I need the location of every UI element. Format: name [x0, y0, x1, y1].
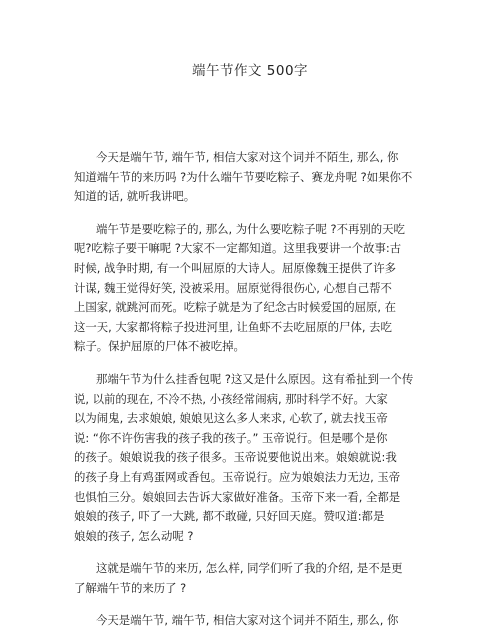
text-line: 这就是端午节的来历, 怎么样, 同学们听了我的介绍, 是不是更	[96, 561, 403, 576]
text-line: 说, 以前的现在, 不冷不热, 小孩经常闹病, 那时科学不好。大家	[74, 391, 388, 406]
paragraph	[74, 559, 424, 598]
text-line: 粽子。保护屈原的尸体不被吃掉。	[74, 339, 245, 354]
text-line: 的孩子。娘娘说我的孩子很多。玉帝说要他说出来。娘娘就说:我	[74, 450, 397, 465]
text-line: 说: “你不许伤害我的孩子我的孩子。” 玉帝说行。但是哪个是你	[74, 430, 388, 445]
text-line: 的孩子身上有鸡蛋网或香包。玉帝说行。应为娘娘法力无边, 玉帝	[74, 469, 401, 484]
text-line: 呢?吃粽子要干嘛呢 ?大家不一定都知道。这里我要讲一个故事:古	[74, 241, 402, 256]
text-line: 今天是端午节, 端午节, 相信大家对这个词并不陌生, 那么, 你	[96, 150, 399, 164]
text-line: 计谋, 魏王觉得好笑, 没被采用。屈原觉得很伤心, 心想自己帮不	[74, 280, 392, 295]
text-line: 时候, 战争时期, 有一个叫屈原的大诗人。屈原像魏王提供了许多	[74, 260, 397, 275]
paragraph	[74, 370, 424, 546]
document-body	[74, 148, 424, 644]
text-line: 那端午节为什么挂香包呢 ?这又是什么原因。这有希扯到一个传	[96, 371, 414, 386]
paragraph	[74, 148, 424, 207]
text-line: 知道的话, 就听我讲吧。	[74, 189, 196, 204]
text-line: 端午节是要吃粽子的, 那么, 为什么要吃粽子呢 ?不再别的天吃	[96, 221, 405, 236]
text-line: 以为闹鬼, 去求娘娘, 娘娘见这么多人来求, 心软了, 就去找玉帝	[74, 411, 388, 426]
text-line: 今天是端午节, 端午节, 相信大家对这个词并不陌生, 那么, 你	[96, 613, 399, 628]
document-title: 端午节作文 500字	[191, 63, 309, 79]
text-line: 娘娘的孩子, 怎么动呢 ?	[74, 528, 194, 543]
paragraph	[74, 611, 424, 631]
text-line: 上国家, 就跳河而死。吃粽子就是为了纪念古时候爱国的屈原, 在	[74, 300, 397, 315]
text-line: 这一天, 大家都将粽子投进河里, 让鱼虾不去吃屈原的尸体, 去吃	[74, 319, 392, 334]
paragraph	[74, 220, 424, 357]
text-line: 知道端午节的来历吗 ?为什么端午节要吃粽子、赛龙舟呢 ?如果你不	[74, 169, 413, 184]
text-line: 也惧怕三分。娘娘回去告诉大家做好准备。玉帝下来一看, 全都是	[74, 489, 401, 504]
text-line: 了解端午节的来历了 ?	[74, 580, 187, 595]
text-line: 娘娘的孩子, 吓了一大跳, 都不敢碰, 只好回天庭。赞叹道:都是	[74, 509, 385, 524]
